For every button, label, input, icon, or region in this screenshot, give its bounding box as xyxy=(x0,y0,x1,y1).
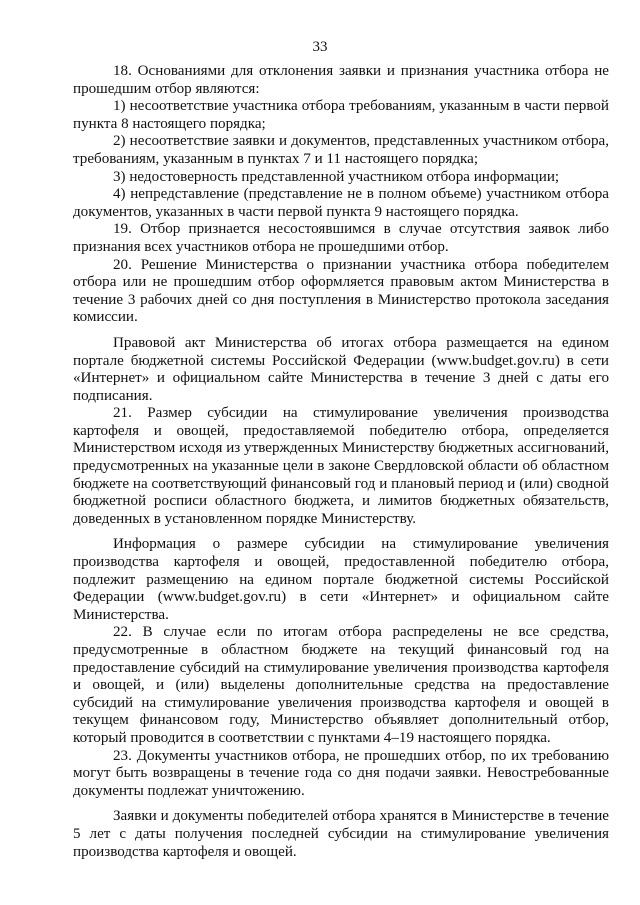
paragraph-22: 22. В случае если по итогам отбора распределены не все средства, предусмотренные в областном бюджете на текущий финансовый год на предоставление субсидий на стимулирование увеличения производства картофеля и овощей, и (или) выделены дополнительные средства на предоставление субсидий на стимулирование увеличения производства картофеля и овощей в текущем финансовом году, Министерство объявляет дополнительный отбор, который проводится в соответствии с пунктами 4–19 настоящего порядка. xyxy=(73,624,609,746)
paragraph-20-legal-act: Правовой акт Министерства об итогах отбора размещается на едином портале бюджетной системы Российской Федерации (www.budget.gov.ru) в сети «Интернет» и официальном сайте Министерства в течение 3 дней с даты его подписания. xyxy=(73,334,609,404)
paragraph-18-item-3: 3) недостоверность представленной участником отбора информации; xyxy=(113,168,560,185)
paragraph-18-item-4: 4) непредставление (представление не в полном объеме) участником отбора документов, указанных в части первой пункта 9 настоящего порядка. xyxy=(73,186,609,220)
paragraph-23-storage: Заявки и документы победителей отбора хранятся в Министерстве в течение 5 лет с даты получения последней субсидии на стимулирование увеличения производства картофеля и овощей. xyxy=(73,808,609,860)
page-number: 33 xyxy=(312,39,328,55)
paragraph-21: 21. Размер субсидии на стимулирование увеличения производства картофеля и овощей, предоставляемой победителю отбора, определяется Министерством исходя из утвержденных Министерству бюджетных ассигнований, предусмотренных на указанные цели в законе Свердловской области об областном бюджете на соответствующий финансовый год и плановый период и (или) сводной бюджетной росписи областного бюджета, и лимитов бюджетных обязательств, доведенных в установленном порядке Министерству. xyxy=(73,405,609,527)
paragraph-18: 18. Основаниями для отклонения заявки и признания участника отбора не прошедшим отбор являются: xyxy=(73,63,609,97)
paragraph-20: 20. Решение Министерства о признании участника отбора победителем отбора или не прошедшим отбор оформляется правовым актом Министерства в течение 3 рабочих дней со дня поступления в Министерство протокола заседания комиссии. xyxy=(73,256,609,326)
paragraph-19: 19. Отбор признается несостоявшимся в случае отсутствия заявок либо признания всех участников отбора не прошедшими отбор. xyxy=(73,221,609,255)
paragraph-23: 23. Документы участников отбора, не прошедших отбор, по их требованию могут быть возвращены в течение года со дня подачи заявки. Невостребованные документы подлежат уничтожению. xyxy=(73,747,609,799)
paragraph-21-information: Информация о размере субсидии на стимулирование увеличения производства картофеля и овощей, предоставленной победителю отбора, подлежит размещению на едином портале бюджетной системы Российской Федерации (www.budget.gov.ru) в сети «Интернет» и официальном сайте Министерства. xyxy=(73,536,609,623)
paragraph-18-item-2: 2) несоответствие заявки и документов, представленных участником отбора, требованиям, указанным в пунктах 7 и 11 настоящего порядка; xyxy=(73,133,609,167)
document-body xyxy=(73,63,609,861)
paragraph-18-item-1: 1) несоответствие участника отбора требованиям, указанным в части первой пункта 8 настоящего порядка; xyxy=(73,98,609,132)
